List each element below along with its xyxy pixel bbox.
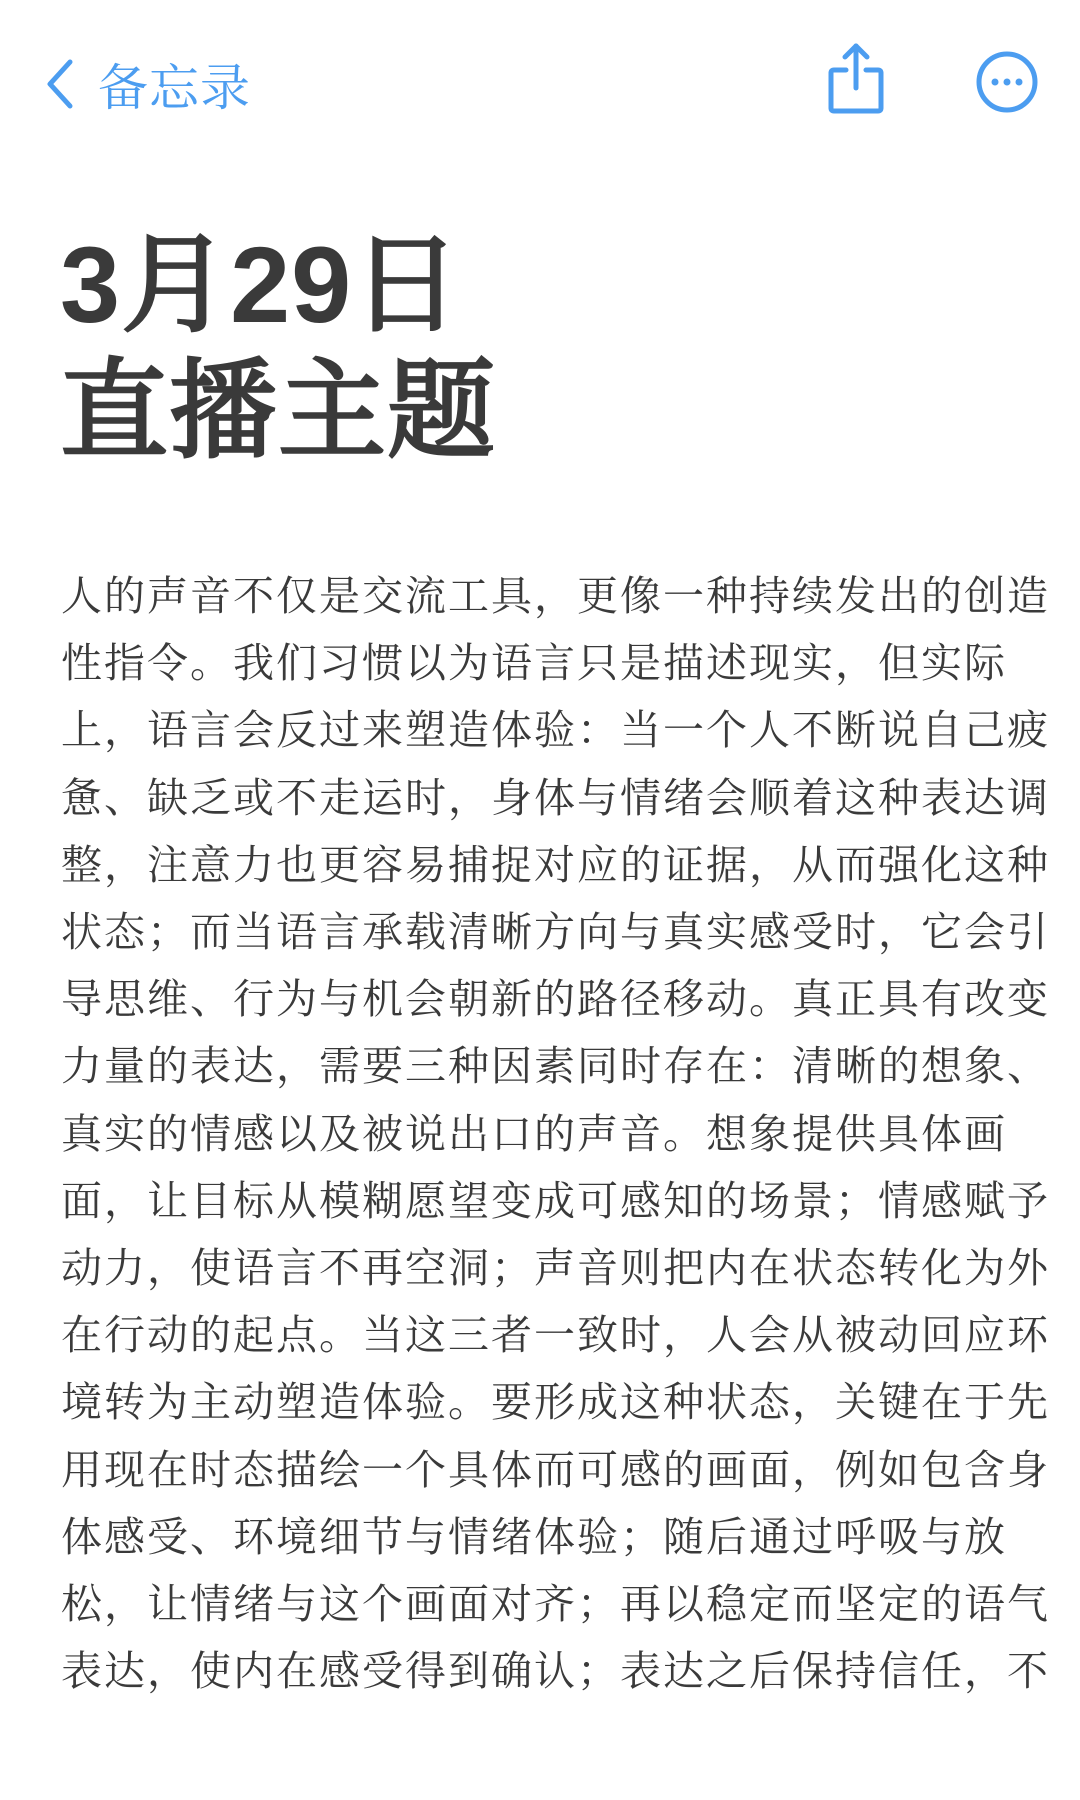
share-icon bbox=[826, 40, 886, 116]
body-line: 面，让目标从模糊愿望变成可感知的场景；情感赋予 bbox=[61, 1177, 1050, 1224]
chevron-left-icon bbox=[44, 56, 78, 112]
note-body[interactable] bbox=[61, 563, 1050, 1705]
note-title[interactable] bbox=[60, 222, 496, 474]
note-title-line: 3月29日 bbox=[60, 224, 462, 345]
more-button[interactable] bbox=[975, 50, 1039, 114]
body-line: 人的声音不仅是交流工具，更像一种持续发出的创造 bbox=[61, 573, 1050, 619]
body-line: 上，语言会反过来塑造体验：当一个人不断说自己疲 bbox=[61, 707, 1050, 754]
body-line: 真实的情感以及被说出口的声音。想象提供具体画 bbox=[61, 1110, 1007, 1157]
body-line: 整，注意力也更容易捕捉对应的证据，从而强化这种 bbox=[61, 841, 1050, 888]
body-line: 在行动的起点。当这三者一致时，人会从被动回应环 bbox=[61, 1312, 1050, 1359]
back-label: 备忘录 bbox=[98, 60, 251, 116]
body-line: 松，让情绪与这个画面对齐；再以稳定而坚定的语气 bbox=[61, 1581, 1050, 1628]
body-line: 境转为主动塑造体验。要形成这种状态，关键在于先 bbox=[61, 1379, 1050, 1426]
body-line: 体感受、环境细节与情绪体验；随后通过呼吸与放 bbox=[61, 1513, 1007, 1560]
body-line: 动力，使语言不再空洞；声音则把内在状态转化为外 bbox=[61, 1245, 1050, 1292]
back-button[interactable] bbox=[44, 52, 251, 116]
body-line: 状态；而当语言承载清晰方向与真实感受时，它会引 bbox=[61, 909, 1050, 956]
body-line: 性指令。我们习惯以为语言只是描述现实，但实际 bbox=[61, 640, 1007, 687]
body-line: 导思维、行为与机会朝新的路径移动。真正具有改变 bbox=[61, 976, 1050, 1023]
body-line: 惫、缺乏或不走运时，身体与情绪会顺着这种表达调 bbox=[61, 774, 1050, 821]
body-line: 用现在时态描绘一个具体而可感的画面，例如包含身 bbox=[61, 1446, 1050, 1493]
body-line: 表达，使内在感受得到确认；表达之后保持信任，不 bbox=[61, 1648, 1050, 1695]
body-line: 力量的表达，需要三种因素同时存在：清晰的想象、 bbox=[61, 1043, 1050, 1090]
note-title-line: 直播主题 bbox=[60, 350, 497, 471]
share-button[interactable] bbox=[826, 40, 886, 116]
more-icon bbox=[975, 50, 1039, 114]
